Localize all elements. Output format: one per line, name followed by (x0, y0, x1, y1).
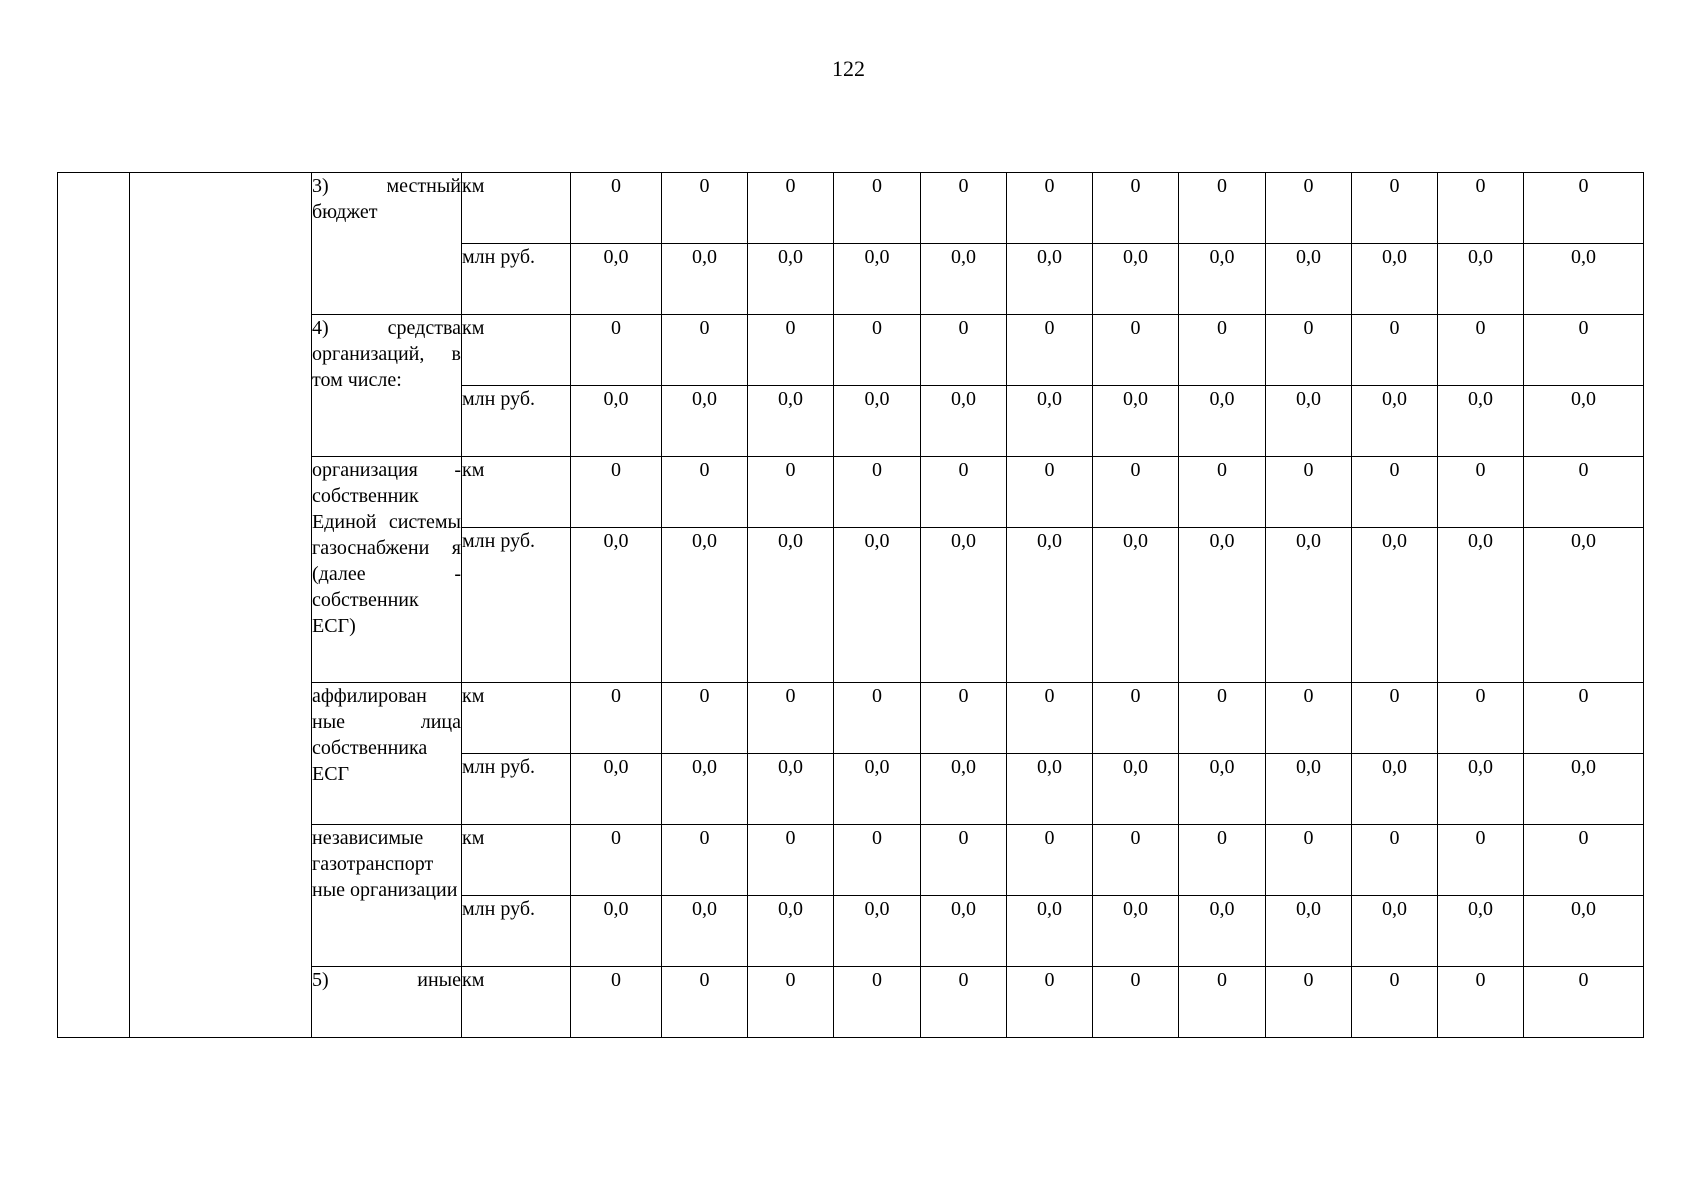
value-cell: 0 (571, 683, 662, 754)
value-cell: 0 (1266, 457, 1352, 528)
value-cell: 0,0 (571, 244, 662, 315)
value-cell: 0 (571, 967, 662, 1038)
value-cell: 0 (662, 315, 748, 386)
value-cell: 0,0 (1438, 386, 1524, 457)
unit-cell: млн руб. (462, 896, 571, 967)
unit-cell: км (462, 173, 571, 244)
value-cell: 0 (1007, 683, 1093, 754)
value-cell: 0 (748, 683, 834, 754)
funding-table (57, 172, 1644, 1038)
value-cell: 0,0 (571, 386, 662, 457)
value-cell: 0,0 (1438, 896, 1524, 967)
value-cell: 0 (1179, 683, 1266, 754)
value-cell: 0,0 (1007, 754, 1093, 825)
unit-cell: км (462, 967, 571, 1038)
number-column (58, 173, 130, 1038)
value-cell: 0 (921, 825, 1007, 896)
value-cell: 0 (1352, 825, 1438, 896)
value-cell: 0,0 (662, 754, 748, 825)
value-cell: 0,0 (1093, 386, 1179, 457)
value-cell: 0,0 (834, 386, 921, 457)
value-cell: 0 (1352, 173, 1438, 244)
value-cell: 0 (1266, 683, 1352, 754)
value-cell: 0 (1179, 173, 1266, 244)
value-cell: 0 (1524, 825, 1644, 896)
value-cell: 0,0 (1179, 386, 1266, 457)
value-cell: 0,0 (1179, 244, 1266, 315)
value-cell: 0,0 (748, 244, 834, 315)
value-cell: 0 (1524, 967, 1644, 1038)
value-cell: 0,0 (1093, 244, 1179, 315)
value-cell: 0,0 (748, 896, 834, 967)
unit-cell: млн руб. (462, 528, 571, 683)
value-cell: 0 (834, 825, 921, 896)
value-cell: 0 (571, 457, 662, 528)
value-cell: 0,0 (1093, 896, 1179, 967)
value-cell: 0 (1093, 683, 1179, 754)
value-cell: 0 (1007, 173, 1093, 244)
value-cell: 0 (1007, 967, 1093, 1038)
value-cell: 0 (921, 683, 1007, 754)
value-cell: 0 (1093, 825, 1179, 896)
value-cell: 0 (748, 173, 834, 244)
value-cell: 0 (1352, 457, 1438, 528)
value-cell: 0,0 (1524, 896, 1644, 967)
value-cell: 0,0 (921, 754, 1007, 825)
value-cell: 0 (1438, 457, 1524, 528)
table-row (58, 173, 1644, 244)
value-cell: 0 (748, 967, 834, 1038)
page-number: 122 (832, 56, 865, 81)
value-cell: 0 (834, 173, 921, 244)
source-cell: организация - собственник Единой системы газоснабжени я (далее - собственник ЕСГ) (312, 457, 462, 683)
value-cell: 0 (748, 457, 834, 528)
value-cell: 0 (1438, 315, 1524, 386)
value-cell: 0 (1093, 173, 1179, 244)
value-cell: 0 (1438, 967, 1524, 1038)
value-cell: 0 (662, 967, 748, 1038)
value-cell: 0 (1524, 173, 1644, 244)
value-cell: 0,0 (1352, 244, 1438, 315)
value-cell: 0,0 (1266, 528, 1352, 683)
value-cell: 0,0 (1438, 244, 1524, 315)
unit-cell: млн руб. (462, 244, 571, 315)
value-cell: 0,0 (1266, 896, 1352, 967)
value-cell: 0,0 (1524, 244, 1644, 315)
value-cell: 0 (1007, 457, 1093, 528)
value-cell: 0,0 (1093, 528, 1179, 683)
value-cell: 0 (571, 315, 662, 386)
value-cell: 0,0 (1007, 896, 1093, 967)
value-cell: 0 (1438, 173, 1524, 244)
value-cell: 0 (1352, 967, 1438, 1038)
source-cell: 4) средства организаций, в том числе: (312, 315, 462, 457)
value-cell: 0,0 (834, 528, 921, 683)
value-cell: 0 (1438, 683, 1524, 754)
value-cell: 0,0 (1179, 896, 1266, 967)
value-cell: 0 (921, 967, 1007, 1038)
value-cell: 0,0 (834, 244, 921, 315)
value-cell: 0 (1093, 457, 1179, 528)
value-cell: 0,0 (662, 244, 748, 315)
value-cell: 0 (662, 825, 748, 896)
value-cell: 0 (1266, 315, 1352, 386)
value-cell: 0,0 (921, 896, 1007, 967)
value-cell: 0 (1093, 315, 1179, 386)
value-cell: 0,0 (571, 896, 662, 967)
value-cell: 0 (662, 457, 748, 528)
value-cell: 0 (921, 457, 1007, 528)
unit-cell: км (462, 683, 571, 754)
value-cell: 0,0 (921, 528, 1007, 683)
value-cell: 0,0 (662, 528, 748, 683)
value-cell: 0 (748, 315, 834, 386)
value-cell: 0,0 (1438, 754, 1524, 825)
value-cell: 0 (1352, 315, 1438, 386)
value-cell: 0,0 (571, 528, 662, 683)
value-cell: 0,0 (1007, 528, 1093, 683)
name-column (130, 173, 312, 1038)
value-cell: 0 (1007, 315, 1093, 386)
value-cell: 0,0 (662, 386, 748, 457)
value-cell: 0,0 (1179, 754, 1266, 825)
value-cell: 0,0 (1438, 528, 1524, 683)
value-cell: 0 (834, 457, 921, 528)
value-cell: 0,0 (1524, 528, 1644, 683)
unit-cell: млн руб. (462, 754, 571, 825)
value-cell: 0 (1179, 315, 1266, 386)
unit-cell: млн руб. (462, 386, 571, 457)
value-cell: 0,0 (1179, 528, 1266, 683)
value-cell: 0,0 (1352, 386, 1438, 457)
value-cell: 0,0 (1352, 528, 1438, 683)
value-cell: 0,0 (1007, 244, 1093, 315)
value-cell: 0 (921, 173, 1007, 244)
value-cell: 0,0 (748, 754, 834, 825)
source-cell: аффилирован ные лица собственника ЕСГ (312, 683, 462, 825)
source-cell: 3) местный бюджет (312, 173, 462, 315)
unit-cell: км (462, 825, 571, 896)
value-cell: 0,0 (834, 754, 921, 825)
value-cell: 0 (1007, 825, 1093, 896)
unit-cell: км (462, 457, 571, 528)
value-cell: 0,0 (834, 896, 921, 967)
value-cell: 0 (571, 825, 662, 896)
source-cell: 5) иные (312, 967, 462, 1038)
value-cell: 0,0 (1266, 386, 1352, 457)
value-cell: 0,0 (748, 528, 834, 683)
value-cell: 0,0 (1266, 754, 1352, 825)
value-cell: 0,0 (1352, 896, 1438, 967)
value-cell: 0 (1179, 967, 1266, 1038)
value-cell: 0 (834, 967, 921, 1038)
value-cell: 0 (1438, 825, 1524, 896)
value-cell: 0,0 (1524, 386, 1644, 457)
value-cell: 0 (834, 683, 921, 754)
value-cell: 0,0 (662, 896, 748, 967)
value-cell: 0 (1524, 683, 1644, 754)
value-cell: 0 (748, 825, 834, 896)
value-cell: 0 (1093, 967, 1179, 1038)
value-cell: 0,0 (921, 386, 1007, 457)
value-cell: 0 (1266, 173, 1352, 244)
value-cell: 0,0 (921, 244, 1007, 315)
unit-cell: км (462, 315, 571, 386)
source-cell: независимые газотранспорт ные организации (312, 825, 462, 967)
value-cell: 0,0 (1524, 754, 1644, 825)
value-cell: 0 (1179, 457, 1266, 528)
value-cell: 0 (662, 173, 748, 244)
value-cell: 0 (1352, 683, 1438, 754)
value-cell: 0 (1266, 825, 1352, 896)
value-cell: 0 (921, 315, 1007, 386)
value-cell: 0 (1266, 967, 1352, 1038)
value-cell: 0 (1524, 315, 1644, 386)
value-cell: 0,0 (1093, 754, 1179, 825)
value-cell: 0 (1179, 825, 1266, 896)
value-cell: 0,0 (1007, 386, 1093, 457)
value-cell: 0,0 (748, 386, 834, 457)
value-cell: 0,0 (1352, 754, 1438, 825)
value-cell: 0,0 (571, 754, 662, 825)
value-cell: 0 (1524, 457, 1644, 528)
value-cell: 0 (662, 683, 748, 754)
value-cell: 0,0 (1266, 244, 1352, 315)
value-cell: 0 (571, 173, 662, 244)
value-cell: 0 (834, 315, 921, 386)
